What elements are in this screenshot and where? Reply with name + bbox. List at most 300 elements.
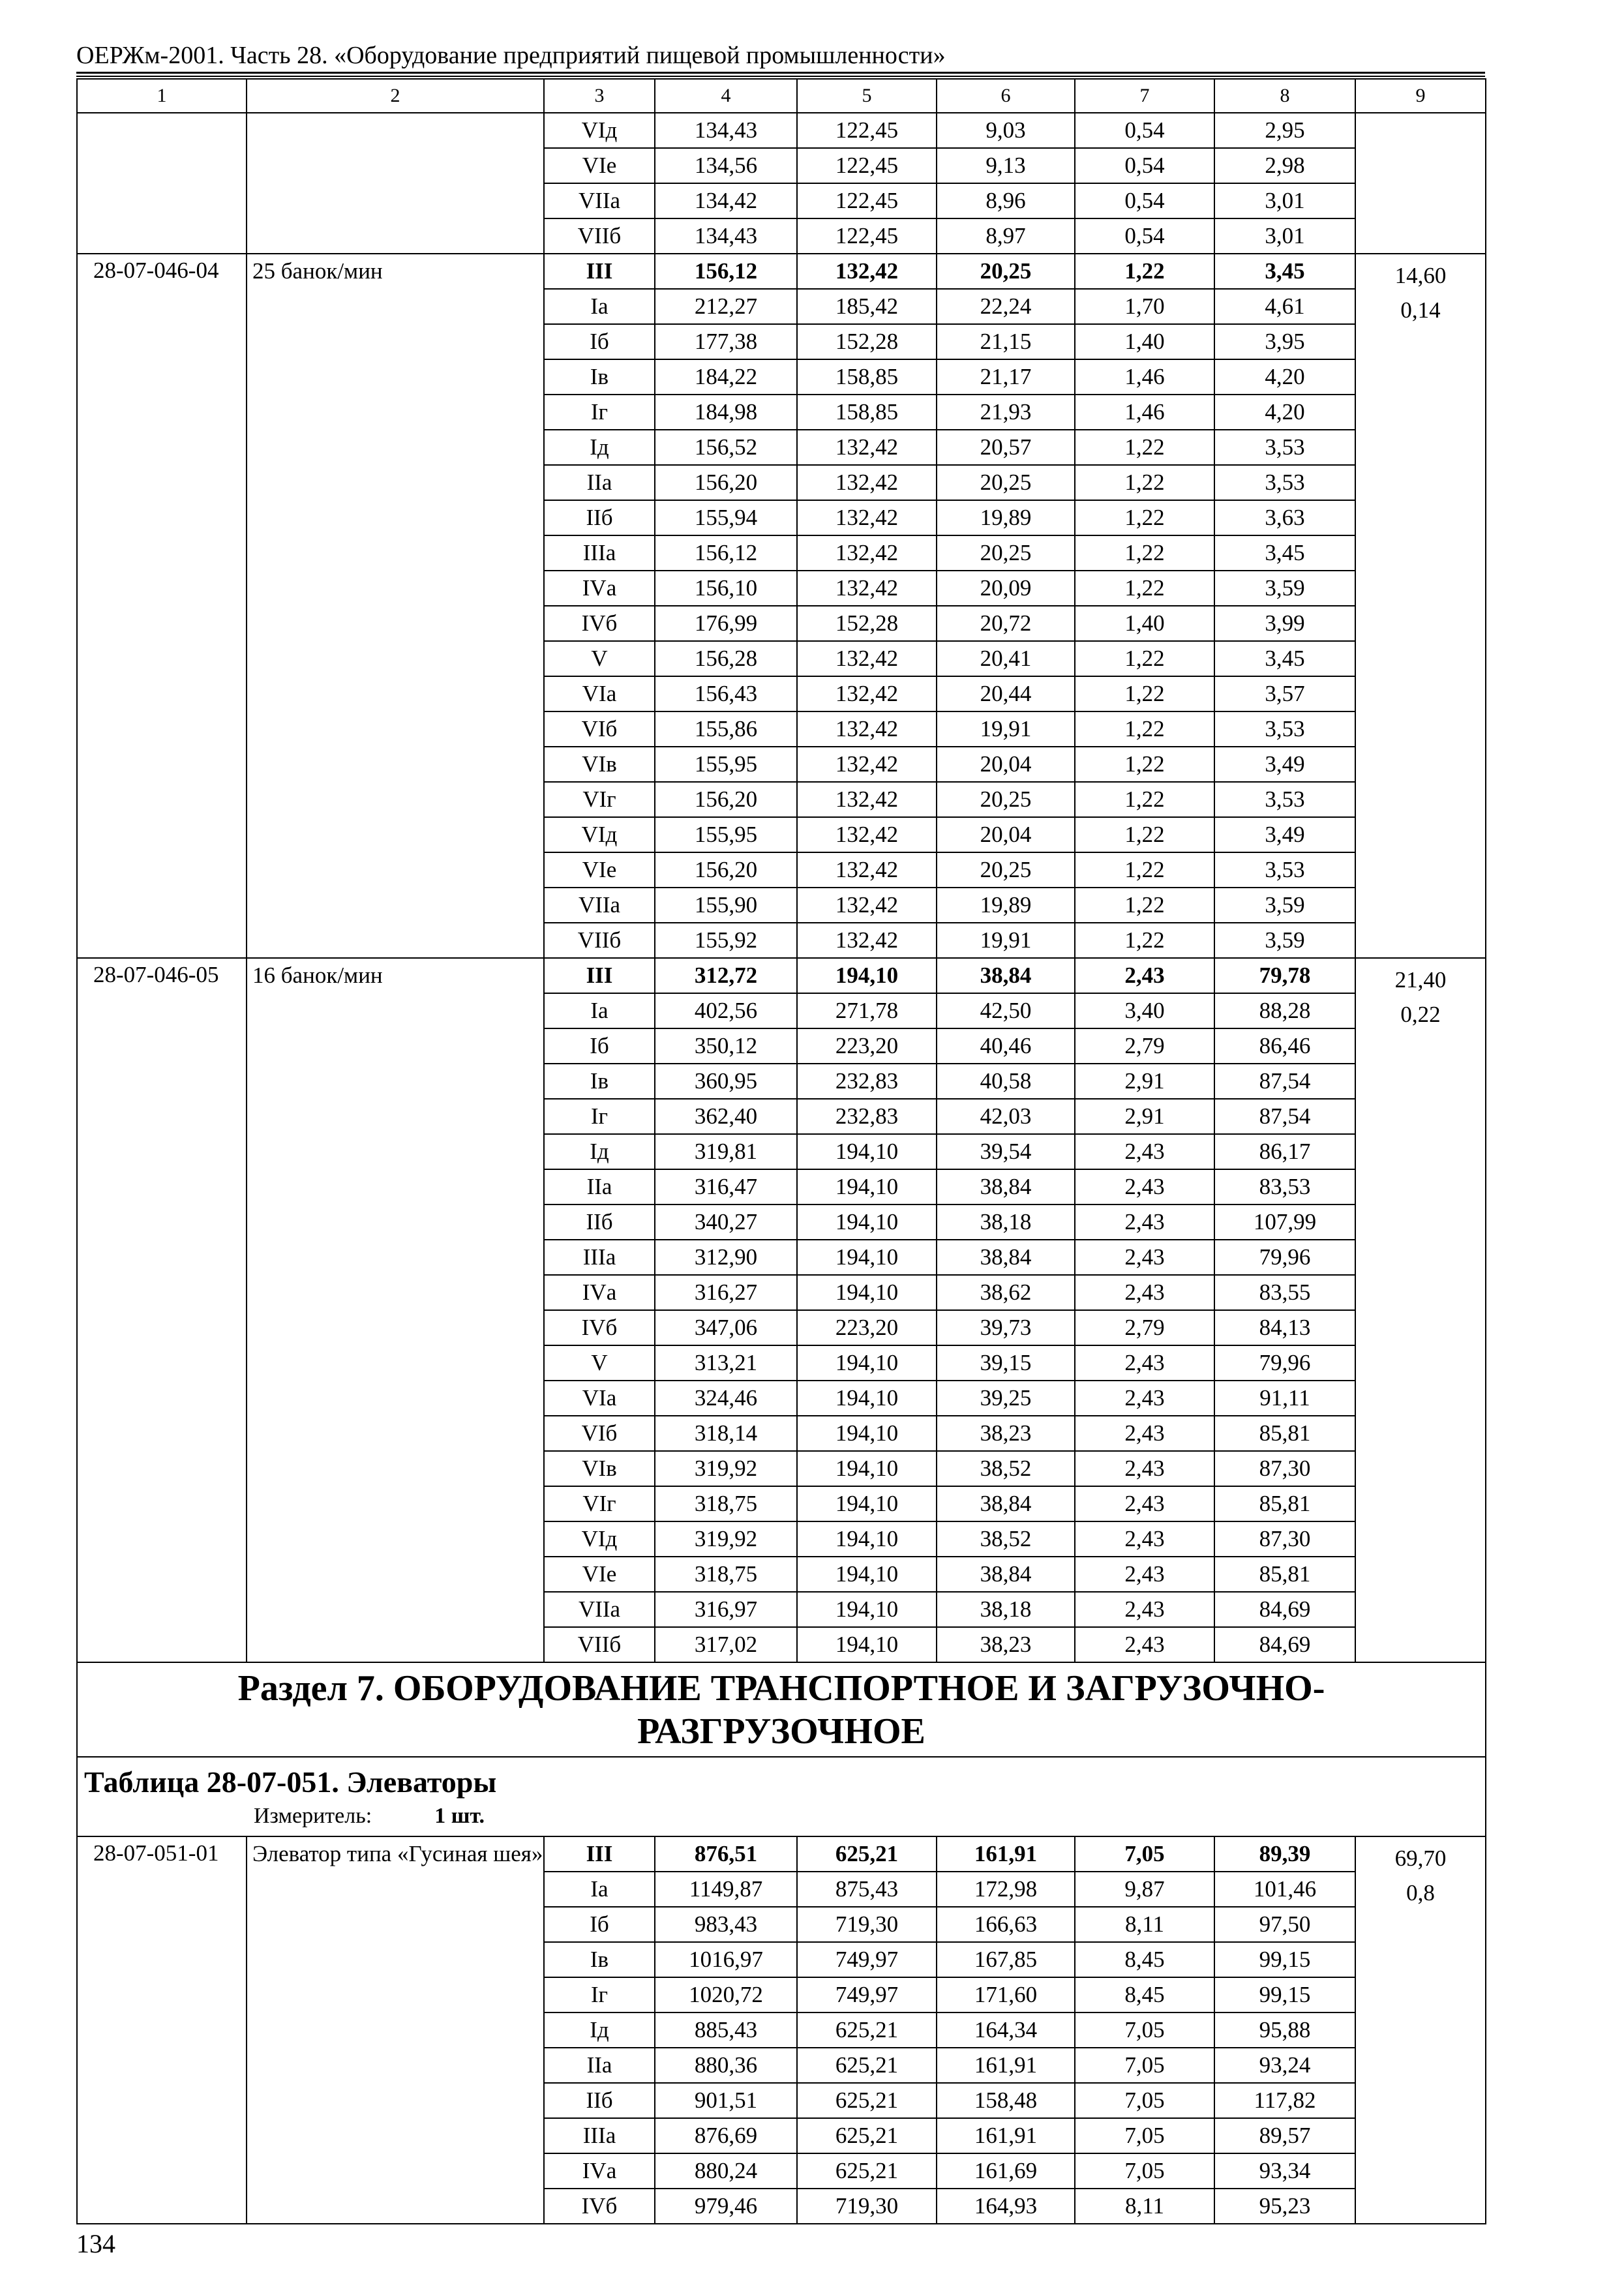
table-cell: Iг bbox=[544, 1977, 655, 2012]
table-cell: 1,22 bbox=[1075, 641, 1214, 676]
table-cell: 79,78 bbox=[1214, 958, 1355, 993]
table-cell: 8,11 bbox=[1075, 1907, 1214, 1942]
table-cell: 7,05 bbox=[1075, 2048, 1214, 2083]
table-cell: 1,22 bbox=[1075, 747, 1214, 782]
item-name: 16 банок/мин bbox=[247, 958, 544, 1662]
table-cell: 885,43 bbox=[655, 2012, 797, 2048]
table-cell: Iа bbox=[544, 1872, 655, 1907]
table-cell: 22,24 bbox=[937, 289, 1075, 324]
table-cell: 38,84 bbox=[937, 958, 1075, 993]
table-cell: 880,24 bbox=[655, 2153, 797, 2189]
table-cell: 2,43 bbox=[1075, 1204, 1214, 1240]
table-cell: 38,84 bbox=[937, 1169, 1075, 1204]
table-cell: 2,43 bbox=[1075, 958, 1214, 993]
table-cell: Iа bbox=[544, 289, 655, 324]
table-cell: IIIа bbox=[544, 2118, 655, 2153]
table-cell: 172,98 bbox=[937, 1872, 1075, 1907]
table-cell: 132,42 bbox=[797, 430, 937, 465]
table-cell: 194,10 bbox=[797, 1557, 937, 1592]
table-cell: 21,93 bbox=[937, 395, 1075, 430]
table-cell: 876,51 bbox=[655, 1836, 797, 1872]
table-info-row bbox=[77, 1757, 1486, 1836]
table-cell: 347,06 bbox=[655, 1310, 797, 1345]
continuation-col9-cell bbox=[1355, 113, 1486, 254]
table-cell: 2,43 bbox=[1075, 1345, 1214, 1381]
table-cell: 3,53 bbox=[1214, 852, 1355, 888]
table-cell: 194,10 bbox=[797, 1592, 937, 1627]
table-cell: 625,21 bbox=[797, 2012, 937, 2048]
table-cell: 97,50 bbox=[1214, 1907, 1355, 1942]
table-cell: 20,25 bbox=[937, 465, 1075, 500]
table-cell: 3,49 bbox=[1214, 747, 1355, 782]
table-row bbox=[77, 254, 1486, 289]
table-cell: 19,89 bbox=[937, 500, 1075, 535]
table-cell: 223,20 bbox=[797, 1028, 937, 1064]
table-cell: VIIб bbox=[544, 1627, 655, 1662]
table-cell: 3,53 bbox=[1214, 782, 1355, 817]
table-cell: 4,20 bbox=[1214, 395, 1355, 430]
table-cell: 132,42 bbox=[797, 747, 937, 782]
table-cell: 152,28 bbox=[797, 324, 937, 359]
table-cell: 194,10 bbox=[797, 1451, 937, 1486]
table-cell: 132,42 bbox=[797, 465, 937, 500]
table-cell: 89,39 bbox=[1214, 1836, 1355, 1872]
page-number: 134 bbox=[76, 2229, 115, 2258]
table-cell: 194,10 bbox=[797, 1381, 937, 1416]
table-cell: 134,42 bbox=[655, 183, 797, 218]
table-cell: 134,56 bbox=[655, 148, 797, 183]
table-cell: 232,83 bbox=[797, 1064, 937, 1099]
table-cell: 2,43 bbox=[1075, 1521, 1214, 1557]
table-cell: 38,23 bbox=[937, 1416, 1075, 1451]
table-cell: 117,82 bbox=[1214, 2083, 1355, 2118]
section-row bbox=[77, 1662, 1486, 1757]
item-name: 25 банок/мин bbox=[247, 254, 544, 958]
table-cell: 194,10 bbox=[797, 1486, 937, 1521]
table-cell: 194,10 bbox=[797, 1240, 937, 1275]
table-cell: 0,54 bbox=[1075, 218, 1214, 254]
table-cell: 161,91 bbox=[937, 1836, 1075, 1872]
header-rule bbox=[76, 72, 1485, 74]
table-cell: 8,45 bbox=[1075, 1977, 1214, 2012]
table-cell: 625,21 bbox=[797, 2048, 937, 2083]
table-cell: 2,43 bbox=[1075, 1557, 1214, 1592]
table-cell: 20,04 bbox=[937, 747, 1075, 782]
table-cell: 85,81 bbox=[1214, 1486, 1355, 1521]
table-cell: 1,22 bbox=[1075, 535, 1214, 571]
table-cell: VIIа bbox=[544, 1592, 655, 1627]
table-cell: 2,43 bbox=[1075, 1134, 1214, 1169]
table-cell: 7,05 bbox=[1075, 2153, 1214, 2189]
table-cell: 317,02 bbox=[655, 1627, 797, 1662]
table-cell: 1,22 bbox=[1075, 817, 1214, 852]
table-cell: 625,21 bbox=[797, 2153, 937, 2189]
table-cell: 7,05 bbox=[1075, 2012, 1214, 2048]
table-cell: 3,01 bbox=[1214, 183, 1355, 218]
table-cell: IVб bbox=[544, 1310, 655, 1345]
table-cell: IIб bbox=[544, 2083, 655, 2118]
table-cell: 749,97 bbox=[797, 1942, 937, 1977]
table-cell: 8,45 bbox=[1075, 1942, 1214, 1977]
table-cell: 362,40 bbox=[655, 1099, 797, 1134]
table-cell: 156,52 bbox=[655, 430, 797, 465]
table-cell: 20,72 bbox=[937, 606, 1075, 641]
table-cell: VIа bbox=[544, 676, 655, 711]
table-cell: 3,95 bbox=[1214, 324, 1355, 359]
table-cell: 7,05 bbox=[1075, 2083, 1214, 2118]
column-number: 8 bbox=[1214, 79, 1355, 113]
table-cell: 212,27 bbox=[655, 289, 797, 324]
table-cell: 0,54 bbox=[1075, 183, 1214, 218]
item-code: 28-07-046-05 bbox=[77, 958, 247, 1662]
table-cell: 38,84 bbox=[937, 1557, 1075, 1592]
table-cell: IIIа bbox=[544, 535, 655, 571]
table-cell: 132,42 bbox=[797, 711, 937, 747]
table-cell: 155,90 bbox=[655, 888, 797, 923]
unit-label: Измеритель: bbox=[254, 1804, 372, 1828]
labor-cost-cell bbox=[1355, 1836, 1486, 2224]
table-cell: 1,22 bbox=[1075, 500, 1214, 535]
table-cell: IIб bbox=[544, 500, 655, 535]
table-cell: 1016,97 bbox=[655, 1942, 797, 1977]
table-cell: V bbox=[544, 1345, 655, 1381]
table-cell: Iв bbox=[544, 1064, 655, 1099]
table-cell: IVа bbox=[544, 571, 655, 606]
table-cell: 134,43 bbox=[655, 218, 797, 254]
table-cell: IIIа bbox=[544, 1240, 655, 1275]
table-cell: 19,91 bbox=[937, 923, 1075, 958]
table-cell: 161,91 bbox=[937, 2118, 1075, 2153]
table-cell: 84,69 bbox=[1214, 1592, 1355, 1627]
table-cell: VIе bbox=[544, 852, 655, 888]
table-cell: 155,86 bbox=[655, 711, 797, 747]
table-cell: 99,15 bbox=[1214, 1942, 1355, 1977]
table-cell: 2,43 bbox=[1075, 1592, 1214, 1627]
table-cell: 313,21 bbox=[655, 1345, 797, 1381]
table-cell: 132,42 bbox=[797, 782, 937, 817]
table-cell: 271,78 bbox=[797, 993, 937, 1028]
table-cell: 2,43 bbox=[1075, 1240, 1214, 1275]
table-cell: 223,20 bbox=[797, 1310, 937, 1345]
table-cell: 316,27 bbox=[655, 1275, 797, 1310]
table-cell: 232,83 bbox=[797, 1099, 937, 1134]
table-cell: 38,18 bbox=[937, 1204, 1075, 1240]
table-cell: 107,99 bbox=[1214, 1204, 1355, 1240]
table-cell: 318,75 bbox=[655, 1486, 797, 1521]
table-cell: 156,10 bbox=[655, 571, 797, 606]
running-header: ОЕРЖм-2001. Часть 28. «Оборудование предприятий пищевой промышленности» bbox=[76, 42, 946, 69]
table-cell: VIе bbox=[544, 148, 655, 183]
table-cell: 79,96 bbox=[1214, 1345, 1355, 1381]
table-cell: 319,92 bbox=[655, 1451, 797, 1486]
table-cell: IIа bbox=[544, 1169, 655, 1204]
column-number: 4 bbox=[655, 79, 797, 113]
table-cell: 155,95 bbox=[655, 747, 797, 782]
table-cell: 155,95 bbox=[655, 817, 797, 852]
table-cell: 158,48 bbox=[937, 2083, 1075, 2118]
table-cell: 3,53 bbox=[1214, 711, 1355, 747]
table-cell: 319,92 bbox=[655, 1521, 797, 1557]
table-cell: Iб bbox=[544, 324, 655, 359]
labor-cost-cell bbox=[1355, 958, 1486, 1662]
table-cell: 152,28 bbox=[797, 606, 937, 641]
table-cell: 1,22 bbox=[1075, 430, 1214, 465]
table-cell: 134,43 bbox=[655, 113, 797, 148]
labor-cost-value: 69,70 bbox=[1394, 1846, 1447, 1871]
table-cell: Iв bbox=[544, 359, 655, 395]
table-cell: 91,11 bbox=[1214, 1381, 1355, 1416]
labor-cost-value: 0,14 bbox=[1400, 297, 1441, 323]
table-cell: 132,42 bbox=[797, 535, 937, 571]
table-cell: 8,97 bbox=[937, 218, 1075, 254]
table-cell: 156,12 bbox=[655, 535, 797, 571]
table-cell: 2,79 bbox=[1075, 1028, 1214, 1064]
table-cell: 42,50 bbox=[937, 993, 1075, 1028]
table-cell: V bbox=[544, 641, 655, 676]
table-cell: 1,40 bbox=[1075, 606, 1214, 641]
table-cell: 20,57 bbox=[937, 430, 1075, 465]
table-cell: 132,42 bbox=[797, 571, 937, 606]
labor-cost-value: 14,60 bbox=[1394, 263, 1447, 288]
table-cell: Iб bbox=[544, 1028, 655, 1064]
table-cell: VIе bbox=[544, 1557, 655, 1592]
labor-cost-value: 0,8 bbox=[1406, 1880, 1435, 1906]
table-cell: 1,22 bbox=[1075, 254, 1214, 289]
table-cell: 39,73 bbox=[937, 1310, 1075, 1345]
table-cell: 880,36 bbox=[655, 2048, 797, 2083]
table-cell: Iв bbox=[544, 1942, 655, 1977]
table-cell: 99,15 bbox=[1214, 1977, 1355, 2012]
table-cell: 1,22 bbox=[1075, 571, 1214, 606]
table-cell: 2,43 bbox=[1075, 1486, 1214, 1521]
table-cell: 164,34 bbox=[937, 2012, 1075, 2048]
table-cell: 3,63 bbox=[1214, 500, 1355, 535]
table-cell: VIд bbox=[544, 113, 655, 148]
table-cell: 156,20 bbox=[655, 465, 797, 500]
table-cell: 1,22 bbox=[1075, 852, 1214, 888]
table-row bbox=[77, 1836, 1486, 1872]
table-cell: 20,25 bbox=[937, 535, 1075, 571]
table-cell: 3,53 bbox=[1214, 465, 1355, 500]
table-cell: 85,81 bbox=[1214, 1557, 1355, 1592]
table-cell: 2,95 bbox=[1214, 113, 1355, 148]
table-cell: 177,38 bbox=[655, 324, 797, 359]
table-cell: 2,43 bbox=[1075, 1451, 1214, 1486]
table-cell: 2,43 bbox=[1075, 1169, 1214, 1204]
table-cell: 155,94 bbox=[655, 500, 797, 535]
table-cell: 87,30 bbox=[1214, 1451, 1355, 1486]
table-cell: 876,69 bbox=[655, 2118, 797, 2153]
labor-cost-value: 21,40 bbox=[1394, 967, 1447, 993]
table-cell: 20,04 bbox=[937, 817, 1075, 852]
table-cell: 9,03 bbox=[937, 113, 1075, 148]
table-cell: 194,10 bbox=[797, 1275, 937, 1310]
table-cell: 132,42 bbox=[797, 888, 937, 923]
table-cell: 2,43 bbox=[1075, 1275, 1214, 1310]
table-cell: 1,70 bbox=[1075, 289, 1214, 324]
table-cell: 171,60 bbox=[937, 1977, 1075, 2012]
table-cell: VIIб bbox=[544, 923, 655, 958]
labor-cost-value: 0,22 bbox=[1400, 1002, 1441, 1027]
column-number: 6 bbox=[937, 79, 1075, 113]
table-cell: 156,20 bbox=[655, 782, 797, 817]
table-cell: 38,52 bbox=[937, 1521, 1075, 1557]
table-cell: 95,23 bbox=[1214, 2189, 1355, 2224]
table-cell: 122,45 bbox=[797, 148, 937, 183]
column-number: 1 bbox=[77, 79, 247, 113]
table-cell: 318,75 bbox=[655, 1557, 797, 1592]
table-cell: 20,25 bbox=[937, 254, 1075, 289]
table-cell: 158,85 bbox=[797, 395, 937, 430]
table-cell: 402,56 bbox=[655, 993, 797, 1028]
table-cell: VIа bbox=[544, 1381, 655, 1416]
table-cell: 2,79 bbox=[1075, 1310, 1214, 1345]
table-cell: III bbox=[544, 254, 655, 289]
table-cell: 101,46 bbox=[1214, 1872, 1355, 1907]
table-cell: 20,25 bbox=[937, 782, 1075, 817]
table-cell: 132,42 bbox=[797, 254, 937, 289]
table-cell: 1,22 bbox=[1075, 676, 1214, 711]
table-cell: 86,46 bbox=[1214, 1028, 1355, 1064]
table-cell: 38,62 bbox=[937, 1275, 1075, 1310]
table-cell: 2,43 bbox=[1075, 1627, 1214, 1662]
table-cell: 2,91 bbox=[1075, 1099, 1214, 1134]
table-cell: Iг bbox=[544, 1099, 655, 1134]
table-cell: 324,46 bbox=[655, 1381, 797, 1416]
table-cell: 164,93 bbox=[937, 2189, 1075, 2224]
table-cell: 1,46 bbox=[1075, 395, 1214, 430]
section-title: Раздел 7. ОБОРУДОВАНИЕ ТРАНСПОРТНОЕ И ЗАГРУЗОЧНО-РАЗГРУЗОЧНОЕ bbox=[77, 1662, 1486, 1757]
table-cell: 194,10 bbox=[797, 1521, 937, 1557]
table-cell: 40,58 bbox=[937, 1064, 1075, 1099]
table-cell: 625,21 bbox=[797, 2118, 937, 2153]
table-cell: VIг bbox=[544, 1486, 655, 1521]
table-cell: 312,90 bbox=[655, 1240, 797, 1275]
table-cell: 38,84 bbox=[937, 1486, 1075, 1521]
table-cell: 185,42 bbox=[797, 289, 937, 324]
table-title: Таблица 28-07-051. Элеваторы bbox=[84, 1765, 497, 1799]
table-cell: 20,09 bbox=[937, 571, 1075, 606]
table-cell: III bbox=[544, 958, 655, 993]
table-cell: 1,22 bbox=[1075, 782, 1214, 817]
table-cell: 167,85 bbox=[937, 1942, 1075, 1977]
table-cell: 875,43 bbox=[797, 1872, 937, 1907]
table-cell: 132,42 bbox=[797, 923, 937, 958]
price-table bbox=[76, 78, 1486, 2224]
table-cell: 3,45 bbox=[1214, 535, 1355, 571]
table-cell: 132,42 bbox=[797, 852, 937, 888]
table-cell: 84,69 bbox=[1214, 1627, 1355, 1662]
continuation-code-cell bbox=[77, 113, 247, 254]
table-cell: 194,10 bbox=[797, 1416, 937, 1451]
table-cell: 88,28 bbox=[1214, 993, 1355, 1028]
continuation-name-cell bbox=[247, 113, 544, 254]
table-cell: VIIа bbox=[544, 888, 655, 923]
table-cell: VIв bbox=[544, 1451, 655, 1486]
table-row bbox=[77, 958, 1486, 993]
table-cell: 38,52 bbox=[937, 1451, 1075, 1486]
table-cell: IVб bbox=[544, 606, 655, 641]
table-cell: 1149,87 bbox=[655, 1872, 797, 1907]
table-cell: VIб bbox=[544, 1416, 655, 1451]
table-cell: 3,53 bbox=[1214, 430, 1355, 465]
table-cell: VIIб bbox=[544, 218, 655, 254]
table-cell: 312,72 bbox=[655, 958, 797, 993]
table-cell: III bbox=[544, 1836, 655, 1872]
table-cell: 87,54 bbox=[1214, 1064, 1355, 1099]
table-cell: IIб bbox=[544, 1204, 655, 1240]
table-cell: 7,05 bbox=[1075, 1836, 1214, 1872]
table-cell: 132,42 bbox=[797, 817, 937, 852]
table-cell: 749,97 bbox=[797, 1977, 937, 2012]
table-cell: 87,54 bbox=[1214, 1099, 1355, 1134]
table-cell: 8,11 bbox=[1075, 2189, 1214, 2224]
table-cell: 9,13 bbox=[937, 148, 1075, 183]
table-cell: VIIа bbox=[544, 183, 655, 218]
table-cell: 166,63 bbox=[937, 1907, 1075, 1942]
table-cell: 8,96 bbox=[937, 183, 1075, 218]
table-cell: 1020,72 bbox=[655, 1977, 797, 2012]
table-cell: 3,59 bbox=[1214, 923, 1355, 958]
column-number: 3 bbox=[544, 79, 655, 113]
table-cell: IIа bbox=[544, 2048, 655, 2083]
table-info bbox=[77, 1757, 1486, 1836]
table-cell: 1,22 bbox=[1075, 465, 1214, 500]
table-cell: Iд bbox=[544, 2012, 655, 2048]
table-cell: 132,42 bbox=[797, 676, 937, 711]
table-cell: 20,41 bbox=[937, 641, 1075, 676]
table-cell: 3,01 bbox=[1214, 218, 1355, 254]
table-cell: 161,91 bbox=[937, 2048, 1075, 2083]
table-cell: 176,99 bbox=[655, 606, 797, 641]
table-cell: 360,95 bbox=[655, 1064, 797, 1099]
table-cell: 19,89 bbox=[937, 888, 1075, 923]
table-cell: 89,57 bbox=[1214, 2118, 1355, 2153]
column-number: 2 bbox=[247, 79, 544, 113]
table-cell: 156,43 bbox=[655, 676, 797, 711]
table-cell: 318,14 bbox=[655, 1416, 797, 1451]
table-cell: 1,46 bbox=[1075, 359, 1214, 395]
table-cell: VIд bbox=[544, 1521, 655, 1557]
table-cell: 350,12 bbox=[655, 1028, 797, 1064]
table-cell: 20,25 bbox=[937, 852, 1075, 888]
table-cell: 184,98 bbox=[655, 395, 797, 430]
table-cell: 719,30 bbox=[797, 1907, 937, 1942]
table-cell: VIг bbox=[544, 782, 655, 817]
unit-value: 1 шт. bbox=[434, 1804, 485, 1828]
table-cell: 4,20 bbox=[1214, 359, 1355, 395]
column-number-row bbox=[77, 79, 1486, 113]
column-number: 9 bbox=[1355, 79, 1486, 113]
table-cell: 625,21 bbox=[797, 2083, 937, 2118]
table-cell: 9,87 bbox=[1075, 1872, 1214, 1907]
table-cell: 194,10 bbox=[797, 1204, 937, 1240]
table-cell: 85,81 bbox=[1214, 1416, 1355, 1451]
table-cell: 316,97 bbox=[655, 1592, 797, 1627]
table-cell: 3,57 bbox=[1214, 676, 1355, 711]
table-cell: 2,43 bbox=[1075, 1416, 1214, 1451]
table-cell: 184,22 bbox=[655, 359, 797, 395]
table-cell: 86,17 bbox=[1214, 1134, 1355, 1169]
table-cell: 901,51 bbox=[655, 2083, 797, 2118]
table-cell: 21,17 bbox=[937, 359, 1075, 395]
table-cell: 3,59 bbox=[1214, 888, 1355, 923]
table-cell: IVб bbox=[544, 2189, 655, 2224]
table-cell: 156,20 bbox=[655, 852, 797, 888]
table-cell: 1,22 bbox=[1075, 923, 1214, 958]
table-cell: 39,15 bbox=[937, 1345, 1075, 1381]
table-cell: 122,45 bbox=[797, 218, 937, 254]
